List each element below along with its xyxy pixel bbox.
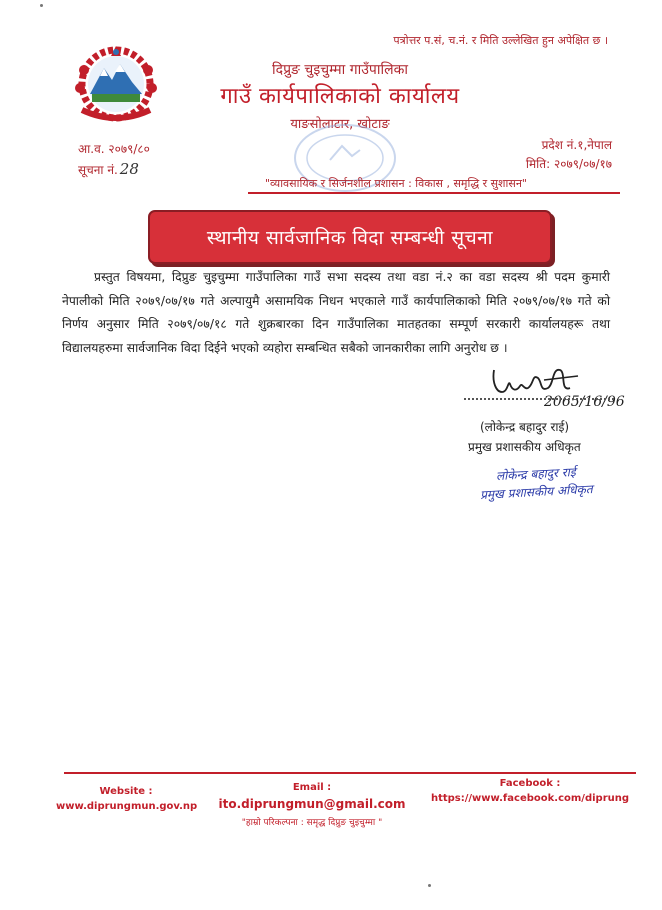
signature-icon bbox=[482, 362, 632, 412]
facebook-label: Facebook : bbox=[499, 778, 561, 789]
notice-number bbox=[78, 160, 139, 178]
footer-email bbox=[212, 782, 412, 828]
signature-line bbox=[464, 398, 614, 400]
footer-divider bbox=[64, 772, 636, 774]
signatory-title: प्रमुख प्रशासकीय अधिकृत bbox=[468, 440, 581, 454]
scan-speck bbox=[40, 4, 43, 7]
scan-speck bbox=[428, 884, 431, 887]
email-link[interactable]: ito.diprungmun@gmail.com bbox=[218, 797, 406, 811]
facebook-link[interactable]: https://www.facebook.com/diprung bbox=[430, 793, 630, 804]
notice-number-label: सूचना नं. bbox=[78, 163, 118, 177]
province: प्रदेश नं.१,नेपाल bbox=[541, 138, 612, 152]
header-divider bbox=[248, 192, 620, 194]
website-link[interactable]: www.diprungmun.gov.np bbox=[56, 801, 198, 812]
footer-website bbox=[56, 786, 196, 812]
office-location: याङसोलाटार, खोटाङ bbox=[290, 117, 390, 132]
municipality-name: दिप्रुङ चुइचुम्मा गाउँपालिका bbox=[272, 62, 408, 78]
email-label: Email : bbox=[292, 782, 332, 793]
notice-number-value: 28 bbox=[119, 160, 139, 178]
fiscal-year: आ.व. २०७९/८० bbox=[78, 142, 150, 156]
notice-title-box bbox=[148, 210, 552, 264]
signature-date: 2065/16/96 bbox=[544, 394, 625, 410]
notice-title: स्थानीय सार्वजानिक विदा सम्बन्धी सूचना bbox=[206, 227, 494, 249]
footer-slogan: "हाम्रो परिकल्पना : समृद्ध दिप्रुङ चुइचुम्मा " bbox=[241, 818, 383, 828]
website-label: Website : bbox=[99, 786, 153, 797]
nepal-emblem-icon bbox=[66, 42, 166, 128]
office-title: गाउँ कार्यपालिकाको कार्यालय bbox=[220, 84, 460, 109]
notice-date: मिति: २०७९/०७/१७ bbox=[525, 157, 612, 171]
reply-reference-note: पत्रोत्तर प.सं, च.नं. र मिति उल्लेखित हुन अपेक्षित छ । bbox=[393, 34, 608, 47]
notice-body: प्रस्तुत विषयमा, दिप्रुङ चुइचुम्मा गाउँपालिका गाउँ सभा सदस्य तथा वडा नं.२ का वडा सदस्य श्री पदम कुमारी नेपालीको मिति २०७९/०७/१७ गते अल्पायुमै असामयिक निधन भएकाले गाउँ कार्यपालिकाको मिति २०७९/०७/१७ गते को निर्णय अनुसार मिति २०७९/०७/१८ गते शुक्रबारका दिन गाउँपालिका मातहतका सम्पूर्ण सरकारी कार्यालयहरू तथा विद्यालयहरुमा सार्वजानिक विदा दिईने भएको व्यहोरा सम्बन्धित सबैको जानकारीका लागि अनुरोध छ । bbox=[62, 270, 610, 355]
signatory-name: (लोकेन्द्र बहादुर राई) bbox=[480, 420, 570, 434]
footer-facebook bbox=[430, 778, 630, 804]
stamp-title: प्रमुख प्रशासकीय अधिकृत bbox=[479, 482, 593, 502]
stamp-name: लोकेन्द्र बहादुर राई bbox=[495, 464, 577, 484]
office-motto: "व्यावसायिक र सिर्जनशील प्रशासन : विकास , समृद्धि र सुशासन" bbox=[265, 177, 527, 190]
